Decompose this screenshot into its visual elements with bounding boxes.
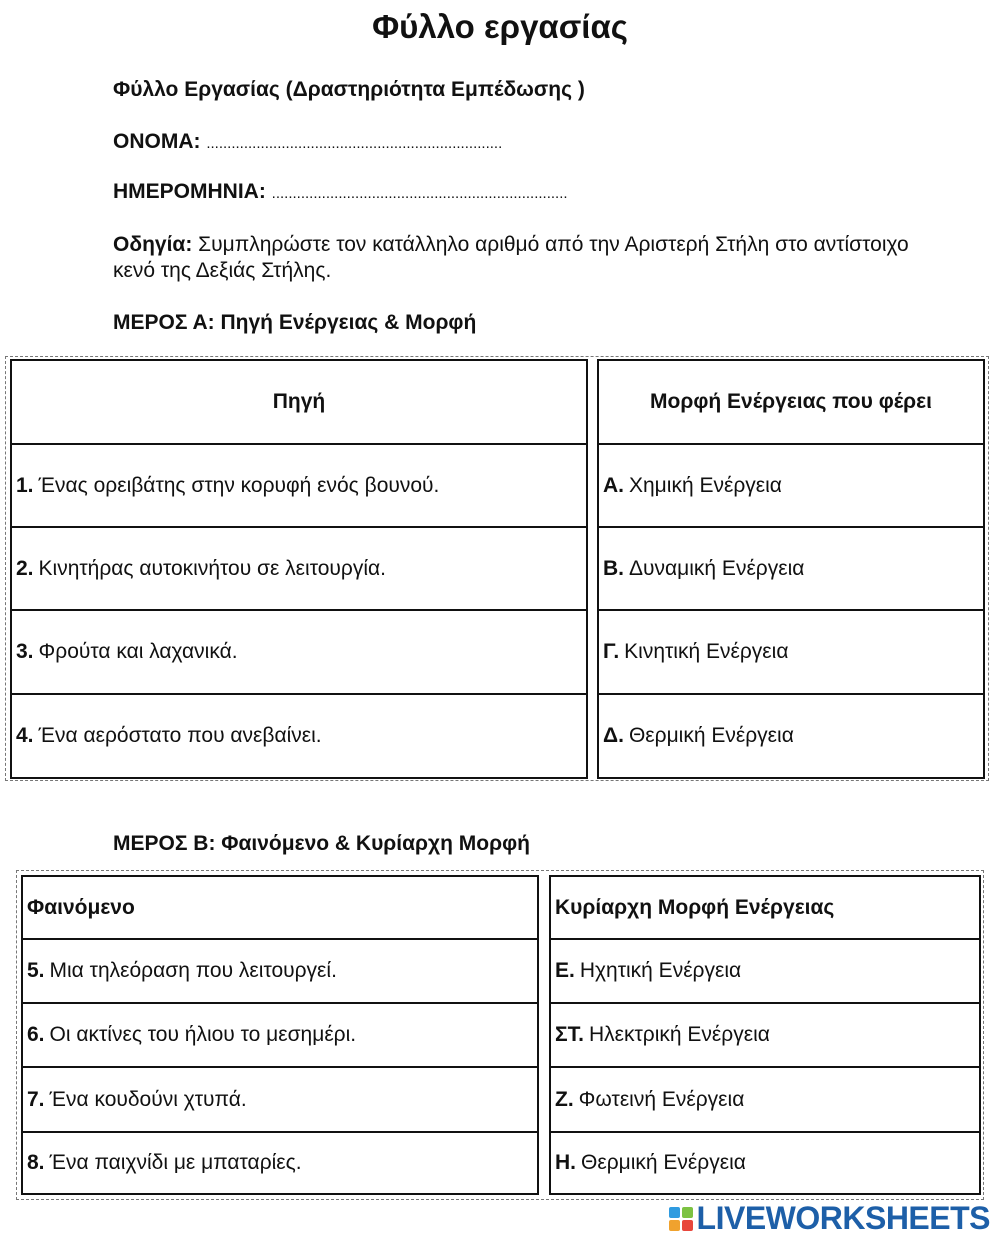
table-row [21,938,539,1004]
table-row [10,526,588,611]
row-text: Δυναμική Ενέργεια [629,556,805,580]
name-input-line[interactable]: ....................................................................... [206,135,503,152]
part-a-heading: ΜΕΡΟΣ Α: Πηγή Ενέργειας & Μορφή [113,311,477,334]
row-text: Μια τηλεόραση που λειτουργεί. [49,959,337,982]
table-row[interactable] [597,609,985,695]
worksheet-subtitle: Φύλλο Εργασίας (Δραστηριότητα Εμπέδωσης ) [113,78,585,101]
row-text: Χημική Ενέργεια [629,473,782,497]
row-letter: Γ. [603,640,620,663]
row-text: Κινητήρας αυτοκινήτου σε λειτουργία. [38,556,386,580]
row-letter: Η. [555,1151,576,1174]
table-row[interactable] [549,1131,981,1195]
row-text: Ένα αερόστατο που ανεβαίνει. [38,724,322,747]
row-letter: Δ. [603,724,624,747]
date-label: ΗΜΕΡΟΜΗΝΙΑ: [113,180,266,203]
row-text: Θερμική Ενέργεια [581,1151,746,1174]
table-row [10,443,588,528]
row-number: 2. [16,556,34,580]
part-b-header-phenomenon: Φαινόμενο [21,875,539,940]
row-letter: Ζ. [555,1087,574,1111]
row-text: Θερμική Ενέργεια [628,724,794,747]
part-a-table [5,356,989,781]
table-row [21,1002,539,1068]
row-text: Ένα παιχνίδι με μπαταρίες. [49,1151,302,1174]
table-row[interactable] [597,693,985,779]
row-text: Φρούτα και λαχανικά. [38,640,238,663]
worksheet-title: Φύλλο εργασίας [372,8,628,45]
date-field [113,180,568,204]
table-row [10,609,588,695]
table-row [21,1066,539,1133]
row-letter: Ε. [555,959,575,982]
part-a-header-form: Μορφή Ενέργειας που φέρει [597,359,985,445]
liveworksheets-logo-icon [669,1207,693,1231]
liveworksheets-logo[interactable] [669,1200,990,1237]
row-text: Ένα κουδούνι χτυπά. [49,1087,247,1111]
instructions-label: Οδηγία: [113,233,193,256]
table-row[interactable] [549,1002,981,1068]
row-letter: Β. [603,556,624,580]
part-b-table [16,870,984,1200]
row-text: Κινητική Ενέργεια [624,640,789,663]
row-number: 4. [16,724,34,747]
part-b-header-form: Κυρίαρχη Μορφή Ενέργειας [549,875,981,940]
part-b-heading: ΜΕΡΟΣ Β: Φαινόμενο & Κυρίαρχη Μορφή [113,832,530,855]
row-number: 3. [16,640,34,663]
row-text: Οι ακτίνες του ήλιου το μεσημέρι. [49,1023,357,1046]
row-number: 6. [27,1023,45,1046]
row-number: 5. [27,959,45,982]
table-row[interactable] [549,938,981,1004]
row-number: 1. [16,473,34,497]
row-letter: Α. [603,473,624,497]
part-a-header-source: Πηγή [10,359,588,445]
row-text: Φωτεινή Ενέργεια [578,1087,745,1111]
name-field [113,130,502,154]
row-letter: ΣΤ. [555,1023,584,1046]
liveworksheets-logo-text: LIVEWORKSHEETS [696,1200,990,1236]
row-text: Ηχητική Ενέργεια [579,959,742,982]
table-row [10,693,588,779]
table-row[interactable] [549,1066,981,1133]
row-number: 8. [27,1151,45,1174]
row-text: Ηλεκτρική Ενέργεια [588,1023,770,1046]
date-input-line[interactable]: ....................................................................... [271,185,568,202]
instructions-text: Συμπληρώστε τον κατάλληλο αριθμό από την Αριστερή Στήλη στο αντίστοιχο κενό της Δεξιάς Στήλης. [113,233,909,282]
instructions [113,232,913,284]
table-row[interactable] [597,526,985,611]
table-row[interactable] [597,443,985,528]
table-row [21,1131,539,1195]
row-text: Ένας ορειβάτης στην κορυφή ενός βουνού. [38,473,440,497]
row-number: 7. [27,1087,45,1111]
name-label: ΟΝΟΜΑ: [113,130,201,153]
